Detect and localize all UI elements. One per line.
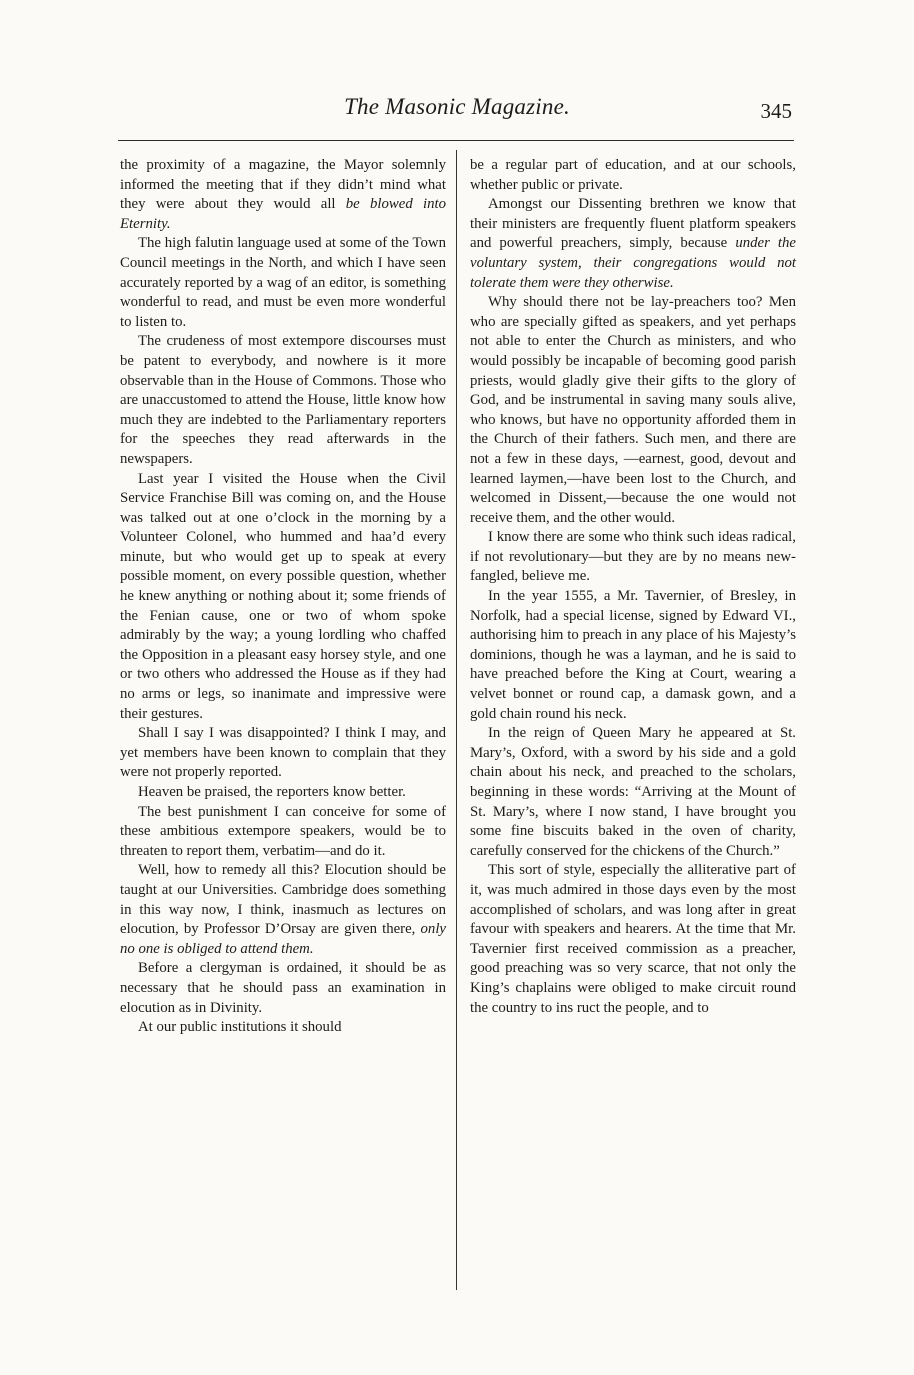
paragraph-text: be a regular part of education, and at our schools, whether public or private.	[470, 157, 796, 193]
paragraph-text: In the reign of Queen Mary he appeared at St. Mary’s, Oxford, with a sword by his side and a gold chain about his neck, and preached to the scholars, beginning in these words: “Arriving at the Mount of St. Mary’s, where I now stand, I have brought you some fine biscuits baked in the oven of charity, carefully conserved for the chickens of the Church.”	[470, 725, 796, 859]
paragraph	[120, 156, 446, 234]
paragraph	[470, 724, 796, 861]
paragraph-text: the proximity of a magazine, the Mayor solemnly informed the meeting that if they didn’t mind what they were about they would all	[120, 157, 446, 213]
page-number: 345	[760, 99, 792, 123]
paragraph-text: This sort of style, especially the alliterative part of it, was much admired in those days even by the most accomplished of scholars, and was long after in great favour with speakers and hearers. At the time that Mr. Tavernier first received commission as a preacher, good preaching was so very scarce, that not only the King’s chaplains were obliged to make circuit round the country to ins ruct the people, and to	[470, 862, 796, 1016]
right-column	[470, 156, 796, 1018]
paragraph-text: The high falutin language used at some of the Town Council meetings in the North, and which I have seen accurately reported by a wag of an editor, is something wonderful to read, and must be even more wonderful to listen to.	[120, 235, 446, 330]
left-column	[120, 156, 446, 1038]
paragraph	[120, 1018, 446, 1038]
running-title: The Masonic Magazine.	[344, 94, 570, 119]
paragraph-text: The crudeness of most extempore discourses must be patent to everybody, and nowhere is it more observable than in the House of Commons. Those who are unaccustomed to attend the House, little know how much they are indebted to the Parliamentary reporters for the speeches they read afterwards in the newspapers.	[120, 333, 446, 467]
paragraph-text: Shall I say I was disappointed? I think I may, and yet members have been known to complain that they were not properly reported.	[120, 725, 446, 781]
paragraph	[470, 528, 796, 587]
paragraph	[470, 293, 796, 528]
paragraph-text: I know there are some who think such ideas radical, if not revolutionary—but they are by no means new-fangled, believe me.	[470, 529, 796, 585]
paragraph-italic-text: under the voluntary system, their congregations would not tolerate them were they otherwise.	[470, 235, 796, 291]
paragraph	[120, 959, 446, 1018]
paragraph	[120, 234, 446, 332]
paragraph	[120, 861, 446, 959]
paragraph	[470, 587, 796, 724]
paragraph	[120, 724, 446, 783]
paragraph	[470, 156, 796, 195]
paragraph-text: Before a clergyman is ordained, it should be as necessary that he should pass an examination in elocution as in Divinity.	[120, 960, 446, 1016]
paragraph-italic-text: only no one is obliged to attend them.	[120, 921, 446, 957]
paragraph-text: In the year 1555, a Mr. Tavernier, of Bresley, in Norfolk, had a special license, signed by Edward VI., authorising him to preach in any place of his Majesty’s dominions, though he was a layman, and he is said to have preached before the King at Court, wearing a velvet bonnet or round cap, a damask gown, and a gold chain round his neck.	[470, 588, 796, 722]
column-divider	[456, 150, 457, 1290]
paragraph-text: The best punishment I can conceive for some of these ambitious extempore speakers, would be to threaten to report them, verbatim—and do it.	[120, 803, 446, 859]
paragraph	[470, 861, 796, 1018]
paragraph	[120, 332, 446, 469]
paragraph	[120, 470, 446, 725]
paragraph	[120, 783, 446, 803]
paragraph-text: At our public institutions it should	[138, 1019, 342, 1036]
paragraph-text: Amongst our Dissenting brethren we know that their ministers are frequently fluent platform speakers and powerful preachers, simply, because	[470, 196, 796, 252]
paragraph-italic-text: be blowed into Eternity.	[120, 196, 446, 232]
header-rule	[118, 140, 794, 141]
paragraph-text: Last year I visited the House when the Civil Service Franchise Bill was coming on, and the House was talked out at one o’clock in the morning by a Volunteer Colonel, who hummed and haa’d every minute, but who would get up to speak at every possible moment, on every possible question, whether he knew anything or nothing about it; some friends of the Fenian cause, one or two of whom spoke admirably by the way; a young lordling who chaffed the Opposition in a pleasant easy horsey style, and one or two others who addressed the House as if they had no arms or legs, so inanimate and impressive were their gestures.	[120, 470, 446, 722]
paragraph	[120, 803, 446, 862]
paragraph-text: Heaven be praised, the reporters know better.	[138, 784, 406, 800]
paragraph	[470, 195, 796, 293]
paragraph-text: Well, how to remedy all this? Elocution should be taught at our Universities. Cambridge does something in this way now, I think, inasmuch as lectures on elocution, by Professor D’Orsay are given there,	[120, 862, 446, 938]
paragraph-text: Why should there not be lay-preachers too? Men who are specially gifted as speakers, and yet perhaps not able to enter the Church as ministers, and who would possibly be incapable of becoming good parish priests, would gladly give their gifts to the glory of God, and be instrumental in saving many souls alive, who knows, but have no opportunity afforded them in the Church of their fathers. Such men, and there are not a few in these days, —earnest, good, devout and learned laymen,—have been lost to the Church, and welcomed in Dissent,—because the one would not receive them, and the other would.	[470, 294, 796, 526]
